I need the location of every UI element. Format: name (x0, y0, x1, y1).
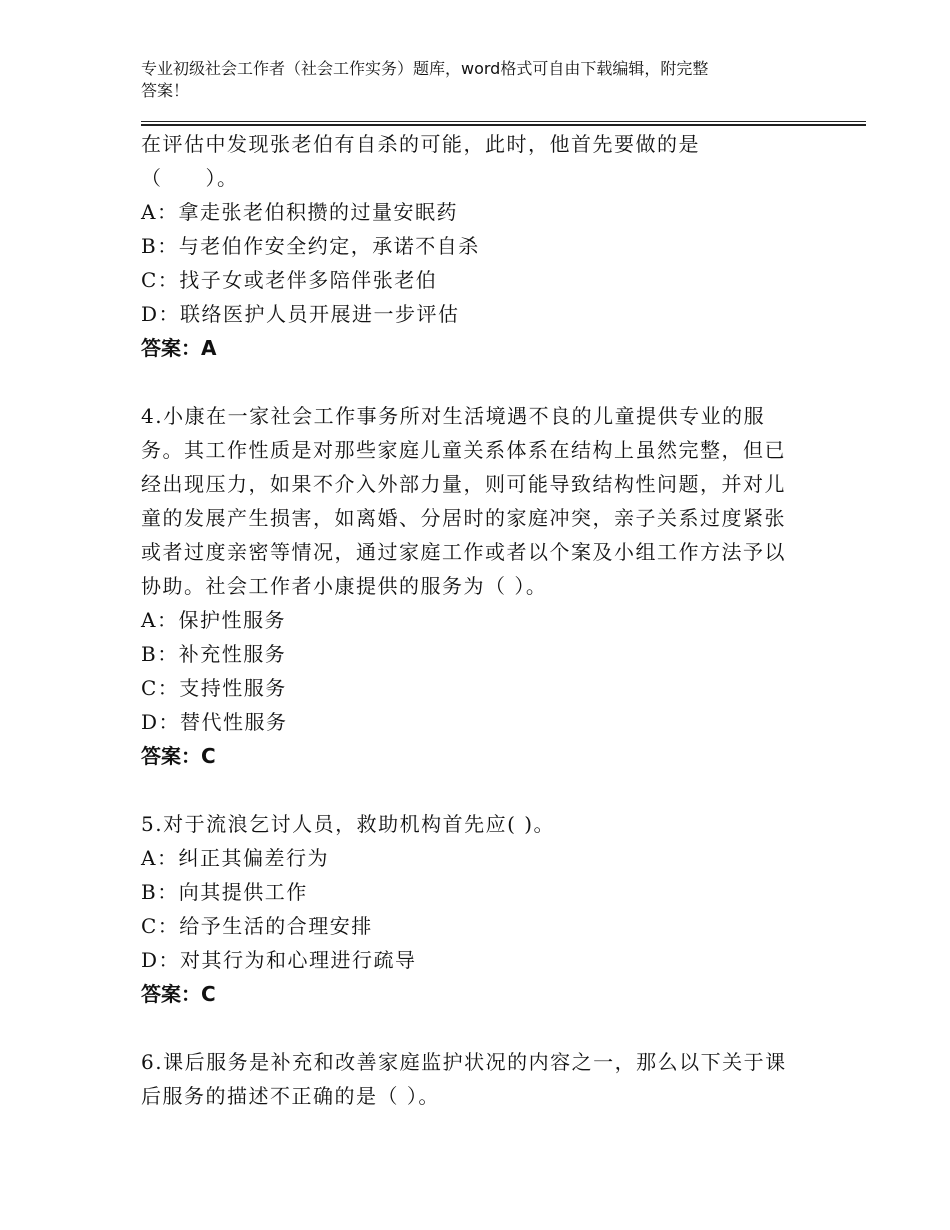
option-b: B：与老伯作安全约定，承诺不自杀 (141, 234, 480, 258)
option-c: C：找子女或老伴多陪伴张老伯 (141, 268, 438, 292)
question-stem-line: 在评估中发现张老伯有自杀的可能，此时，他首先要做的是 (141, 132, 700, 156)
question-stem-line: 或者过度亲密等情况，通过家庭工作或者以个案及小组工作方法予以 (141, 540, 786, 564)
question-stem-line: 4.小康在一家社会工作事务所对生活境遇不良的儿童提供专业的服 (141, 404, 766, 428)
option-c: C：给予生活的合理安排 (141, 914, 373, 938)
header-line-2: 答案！ (141, 81, 190, 100)
option-d: D：替代性服务 (141, 710, 288, 734)
option-d: D：对其行为和心理进行疏导 (141, 948, 417, 972)
question-stem-line: 6.课后服务是补充和改善家庭监护状况的内容之一，那么以下关于课 (141, 1050, 787, 1074)
document-header (141, 58, 841, 102)
option-a: A：保护性服务 (141, 608, 286, 632)
question-stem-line: 5.对于流浪乞讨人员，救助机构首先应( )。 (141, 812, 556, 836)
option-b: B：补充性服务 (141, 642, 287, 666)
question-3 (141, 127, 841, 365)
answer-label: 答案：C (141, 982, 216, 1006)
question-stem-line: （ ）。 (141, 166, 239, 190)
question-4 (141, 399, 841, 773)
question-stem-line: 经出现压力，如果不介入外部力量，则可能导致结构性问题，并对儿 (141, 472, 786, 496)
answer-label: 答案：C (141, 744, 216, 768)
answer-label: 答案：A (141, 336, 217, 360)
option-d: D：联络医护人员开展进一步评估 (141, 302, 460, 326)
option-b: B：向其提供工作 (141, 880, 308, 904)
question-list (141, 127, 841, 1147)
question-5 (141, 807, 841, 1011)
question-stem-line: 协助。社会工作者小康提供的服务为（ ）。 (141, 574, 548, 598)
question-stem-line: 后服务的描述不正确的是（ ）。 (141, 1084, 440, 1108)
header-divider-thick (141, 124, 866, 126)
question-stem-line: 童的发展产生损害，如离婚、分居时的家庭冲突，亲子关系过度紧张 (141, 506, 786, 530)
option-a: A：纠正其偏差行为 (141, 846, 329, 870)
option-a: A：拿走张老伯积攒的过量安眠药 (141, 200, 458, 224)
question-stem-line: 务。其工作性质是对那些家庭儿童关系体系在结构上虽然完整，但已 (141, 438, 786, 462)
header-divider-thin (141, 121, 866, 122)
question-6 (141, 1045, 841, 1113)
option-c: C：支持性服务 (141, 676, 287, 700)
header-line-1: 专业初级社会工作者（社会工作实务）题库，word格式可自由下载编辑，附完整 (141, 59, 709, 78)
